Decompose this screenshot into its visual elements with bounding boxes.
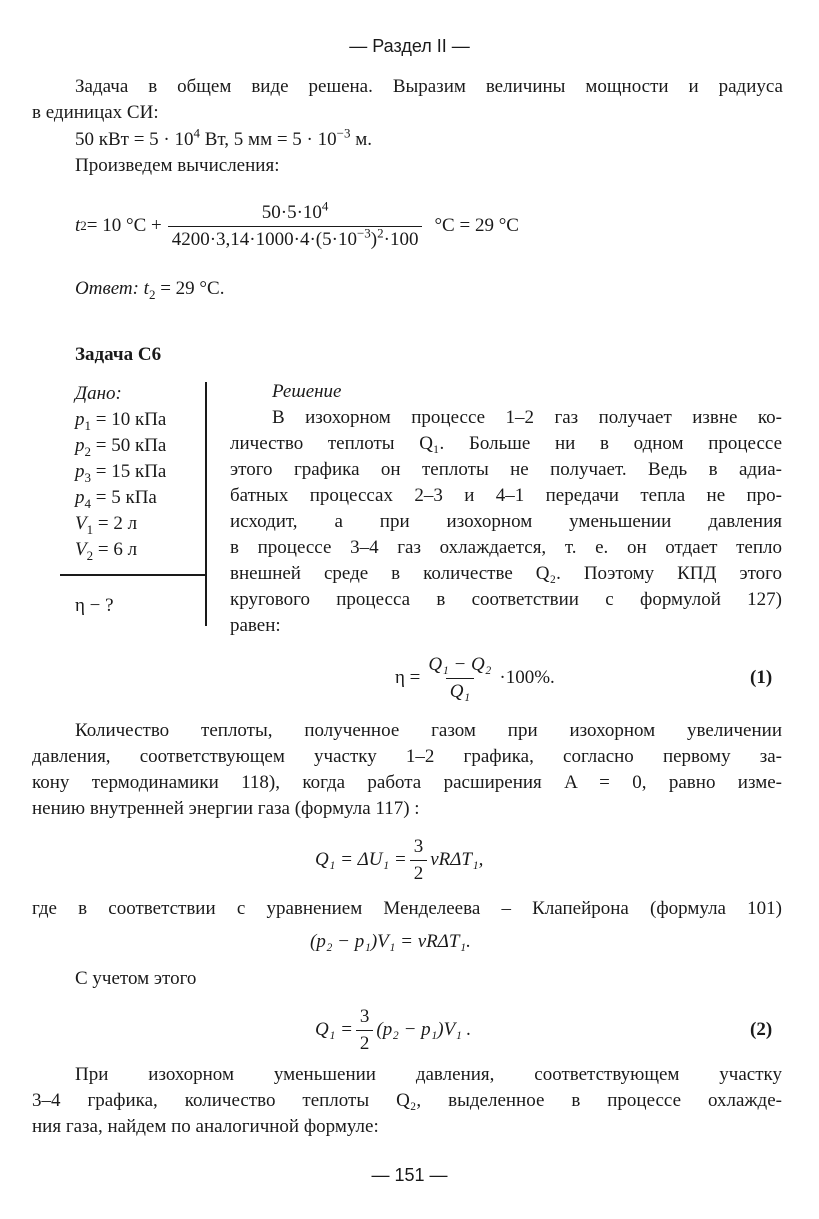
- para3-line: где в соответствии с уравнением Менделеева – Клапейрона (формула 101): [32, 898, 782, 919]
- para2-line-1: Количество теплоты, полученное газом при изохорном увеличении: [75, 720, 782, 741]
- given-p4: $p_4 = 5$ кПа: [75, 487, 157, 511]
- para5-line-2: 3–4 графика, количество теплоты Q₂, выделенное в процессе охлажде-: [32, 1090, 782, 1111]
- page-number: — 151 —: [371, 1165, 448, 1185]
- given-p2: $p_2 = 50$ кПа: [75, 435, 167, 459]
- intro-line-1: Задача в общем виде решена. Выразим величины мощности и радиуса: [75, 76, 783, 97]
- answer-line: Ответ: $t_2 = 29$ °C.: [75, 278, 225, 302]
- given-horizontal-rule: [60, 574, 206, 576]
- running-header: — Раздел II —: [349, 36, 470, 56]
- para2-line-3: кону термодинамики 118), когда работа расширения A = 0, равно изме-: [32, 772, 782, 793]
- equation-2: Q₁ = $\frac{3}{2}$ (p₂ − p₁)V₁ .: [315, 1000, 471, 1060]
- formula-t2: t 2 = 10 °C + $\frac{50\cdot 5\cdot 10^4}{4200\cdot 3,14\cdot 1000\cdot 4\cdot(5\cdot 10^{-3})^2\cdot 100}$ °C = 29 °C: [75, 194, 519, 258]
- compute-line: Произведем вычисления:: [75, 155, 280, 176]
- equation-2-fraction: $\frac{3}{2}$: [356, 1004, 374, 1057]
- solution-label: Решение: [272, 381, 342, 402]
- intro-line-2: в единицах СИ:: [32, 102, 159, 123]
- para5-line-1: При изохорном уменьшении давления, соответствующем участку: [75, 1064, 782, 1085]
- find-eta: η − ?: [75, 595, 114, 616]
- task-title: Задача С6: [75, 344, 162, 365]
- solution-line-2: личество теплоты Q₁. Больше ни в одном процессе: [230, 433, 782, 454]
- solution-line-1: В изохорном процессе 1–2 газ получает извне ко-: [272, 407, 782, 428]
- para4-line: С учетом этого: [75, 968, 197, 989]
- solution-line-9: равен:: [230, 615, 281, 636]
- given-p3: $p_3 = 15$ кПа: [75, 461, 167, 485]
- formula-t2-fraction: $\frac{50\cdot 5\cdot 10^4}{4200\cdot 3,14\cdot 1000\cdot 4\cdot(5\cdot 10^{-3})^2\cdot 100}$: [168, 200, 423, 253]
- equation-mendeleev-clapeyron: (p₂ − p₁)V₁ = νRΔT₁.: [310, 931, 471, 952]
- solution-line-6: в процессе 3–4 газ охлаждается, т. е. он отдает тепло: [230, 537, 782, 558]
- solution-line-3: этого графика он теплоты не получает. Ведь в адиа-: [230, 459, 782, 480]
- given-label: Дано:: [75, 383, 122, 404]
- equation-1-number: (1): [750, 667, 773, 688]
- given-vertical-rule: [205, 382, 207, 626]
- para2-line-2: давления, соответствующем участку 1–2 графика, согласно первому за-: [32, 746, 782, 767]
- given-v1: $V_1 = 2$ л: [75, 513, 138, 537]
- equation-1-fraction: $\frac{\text{Q₁ − Q₂}}{\text{Q₁}}$: [424, 652, 495, 705]
- equation-q1-du: Q₁ = ΔU₁ = $\frac{3}{2}$ νRΔT₁,: [315, 830, 483, 890]
- solution-line-4: батных процессах 2–3 и 4–1 передачи тепла не про-: [230, 485, 782, 506]
- solution-line-8: кругового процесса в соответствии с формулой 127): [230, 589, 782, 610]
- solution-line-7: внешней среде в количестве Q₂. Поэтому КПД этого: [230, 563, 782, 584]
- solution-line-5: исходит, а при изохорном уменьшении давления: [230, 511, 782, 532]
- equation-1: η = $\frac{\text{Q₁ − Q₂}}{\text{Q₁}}$ ·100%.: [395, 648, 555, 708]
- para2-line-4: нению внутренней энергии газа (формула 117) :: [32, 798, 420, 819]
- si-units-line: 50 кВт = $5 \cdot 10^4$ Вт, 5 мм = $5 \cdot 10^{-3}$ м.: [75, 125, 373, 150]
- given-v2: $V_2 = 6$ л: [75, 539, 138, 563]
- para5-line-3: ния газа, найдем по аналогичной формуле:: [32, 1116, 379, 1137]
- equation-2-number: (2): [750, 1019, 773, 1040]
- equation-q1-du-fraction: $\frac{3}{2}$: [410, 834, 428, 887]
- given-p1: $p_1 = 10$ кПа: [75, 409, 167, 433]
